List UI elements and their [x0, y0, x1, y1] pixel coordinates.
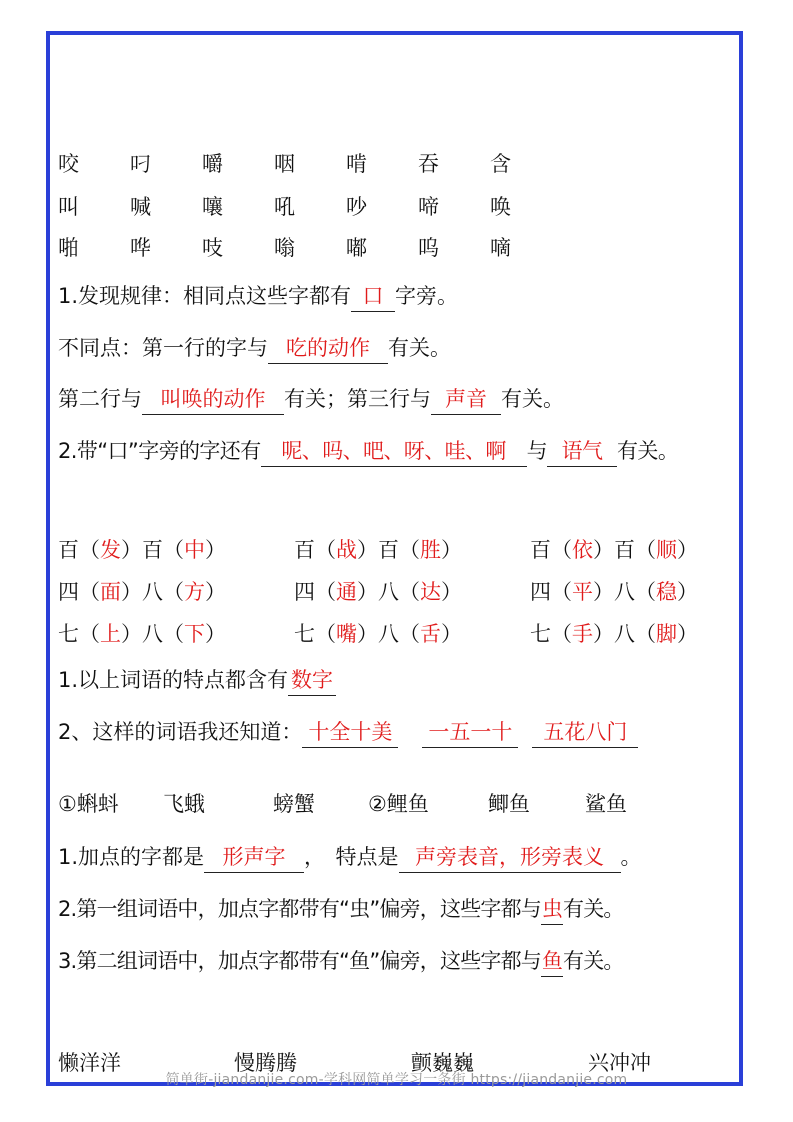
question-3-1 [58, 839, 642, 875]
word: ①蝌蚪 [58, 792, 119, 816]
question-text: 。 [620, 845, 642, 869]
question-text: 有关。 [563, 897, 624, 921]
answer-blank: 叫唤的动作 [142, 384, 284, 415]
char: 吵 [346, 195, 367, 219]
question-text: 有关。 [563, 949, 624, 973]
char: 吼 [274, 195, 295, 219]
word: 飞蛾 [163, 792, 205, 816]
idiom: 四（平）八（稳） [530, 580, 698, 604]
char: 含 [490, 152, 511, 176]
idiom: 七（手）八（脚） [530, 622, 698, 646]
question-text: 不同点：第一行的字与 [58, 336, 268, 360]
answer-blank: 口 [351, 281, 395, 312]
idiom: 百（战）百（胜） [294, 538, 462, 562]
word: 兴冲冲 [588, 1051, 651, 1075]
char: 叫 [58, 195, 79, 219]
question-text: 2.带“口”字旁的字还有 [58, 439, 261, 463]
answer-blank: 语气 [547, 436, 617, 467]
question-text: ， 特点是 [304, 845, 399, 869]
char: 咬 [58, 152, 79, 176]
char: 啃 [346, 152, 367, 176]
question-text: 有关。 [617, 439, 679, 463]
question-text: 有关。 [501, 387, 564, 411]
question-text: 2.第一组词语中，加点字都带有“虫”偏旁，这些字都与 [58, 897, 541, 921]
char: 喊 [130, 195, 151, 219]
footer-watermark: 简单街-jiandanjie.com-学科网简单学习一条街 https://jiandanjie.com [165, 1072, 628, 1088]
answer-blank: 鱼 [541, 946, 563, 977]
question-1-1 [58, 278, 458, 314]
char: 咽 [274, 152, 295, 176]
question-1-4 [58, 433, 678, 469]
word: 鲨鱼 [585, 792, 627, 816]
question-text: 与 [526, 439, 548, 463]
word: ②鲤鱼 [368, 792, 429, 816]
question-2-1 [58, 662, 336, 698]
char: 嚼 [202, 152, 223, 176]
answer-blank: 十全十美 [302, 717, 398, 748]
answer-blank: 一五一十 [422, 717, 518, 748]
question-text: 字旁。 [395, 284, 459, 308]
char: 唤 [490, 195, 511, 219]
answer-blank: 数字 [288, 665, 336, 696]
char: 叼 [130, 152, 151, 176]
idiom: 百（发）百（中） [58, 538, 226, 562]
question-text: 有关；第三行与 [284, 387, 431, 411]
word: 螃蟹 [273, 792, 315, 816]
question-2-2 [58, 714, 638, 750]
idiom: 七（上）八（下） [58, 622, 226, 646]
question-text: 3.第二组词语中，加点字都带有“鱼”偏旁，这些字都与 [58, 949, 541, 973]
answer-blank: 虫 [541, 894, 563, 925]
answer-blank: 呢、吗、吧、呀、哇、啊 [261, 436, 527, 467]
question-text: 有关。 [388, 336, 451, 360]
word: 鲫鱼 [488, 792, 530, 816]
char: 啪 [58, 236, 79, 260]
question-text: 1.以上词语的特点都含有 [58, 668, 289, 692]
question-text: 第二行与 [58, 387, 142, 411]
char: 呜 [418, 236, 439, 260]
idiom: 百（依）百（顺） [530, 538, 698, 562]
char: 啼 [418, 195, 439, 219]
char: 吞 [418, 152, 439, 176]
word: 懒洋洋 [58, 1051, 121, 1075]
answer-blank: 吃的动作 [268, 333, 388, 364]
char: 嘀 [490, 236, 511, 260]
question-text: 1.发现规律：相同点这些字都有 [58, 284, 352, 308]
question-3-3 [58, 943, 624, 979]
question-1-3 [58, 381, 564, 417]
char: 哗 [130, 236, 151, 260]
char: 嘟 [346, 236, 367, 260]
char: 嗡 [274, 236, 295, 260]
char: 吱 [202, 236, 223, 260]
idiom: 七（嘴）八（舌） [294, 622, 462, 646]
answer-blank: 声音 [431, 384, 501, 415]
answer-blank: 声旁表音，形旁表义 [399, 842, 621, 873]
idiom: 四（面）八（方） [58, 580, 226, 604]
word: 颤巍巍 [411, 1051, 474, 1075]
question-1-2 [58, 330, 451, 366]
word: 慢腾腾 [234, 1051, 297, 1075]
idiom: 四（通）八（达） [294, 580, 462, 604]
char: 嚷 [202, 195, 223, 219]
question-text: 1.加点的字都是 [58, 845, 205, 869]
answer-blank: 形声字 [204, 842, 304, 873]
question-3-2 [58, 891, 624, 927]
answer-blank: 五花八门 [532, 717, 638, 748]
question-text: 2、这样的词语我还知道： [58, 720, 303, 744]
